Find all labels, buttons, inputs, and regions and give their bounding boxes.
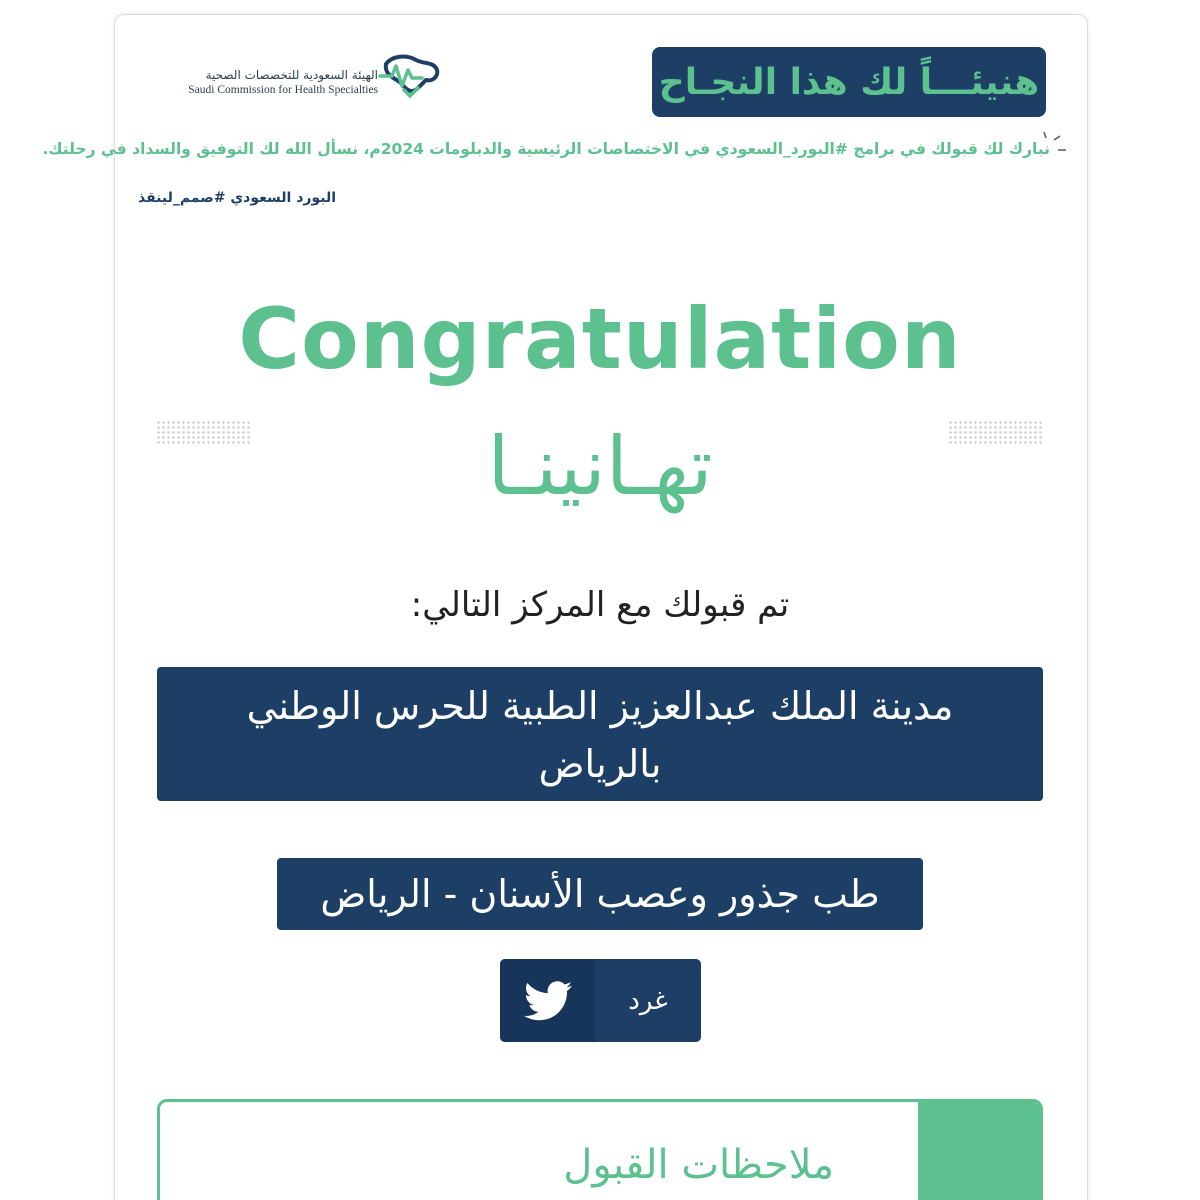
success-banner: هنيئـــاً لك هذا النجـاح (652, 47, 1046, 117)
scfhs-logo-icon (378, 50, 440, 100)
training-center-box: مدينة الملك عبدالعزيز الطبية للحرس الوطني بالرياض (157, 667, 1043, 801)
logo-english-text: Saudi Commission for Health Specialties (188, 84, 378, 96)
scfhs-logo (170, 50, 440, 100)
specialty-box: طب جذور وعصب الأسنان - الرياض (277, 858, 923, 930)
accepted-center-label: تم قبولك مع المركز التالي: (410, 585, 790, 625)
notes-accent-bar (918, 1102, 1040, 1200)
acceptance-notes-title: ملاحظات القبول (563, 1142, 834, 1188)
acceptance-notes-panel (157, 1099, 1043, 1200)
congrats-message: نبارك لك قبولك في برامج #البورد_السعودي في الاختصاصات الرئيسية والدبلومات 2024م، نسأل الله لك التوفيق والسداد في رحلتك. (42, 140, 1050, 158)
twitter-bird-icon (524, 981, 572, 1021)
tweet-button[interactable] (500, 959, 701, 1042)
logo-arabic-text: الهيئة السعودية للتخصصات الصحية (205, 68, 378, 82)
tweet-button-label: غرد (628, 985, 668, 1016)
hashtags-text: البورد السعودي #صمم_لينقذ (137, 190, 336, 206)
congratulation-heading: Congratulation (238, 290, 962, 388)
twitter-icon-container (500, 959, 595, 1042)
congratulation-arabic-heading: تهـانينـا (487, 420, 713, 513)
